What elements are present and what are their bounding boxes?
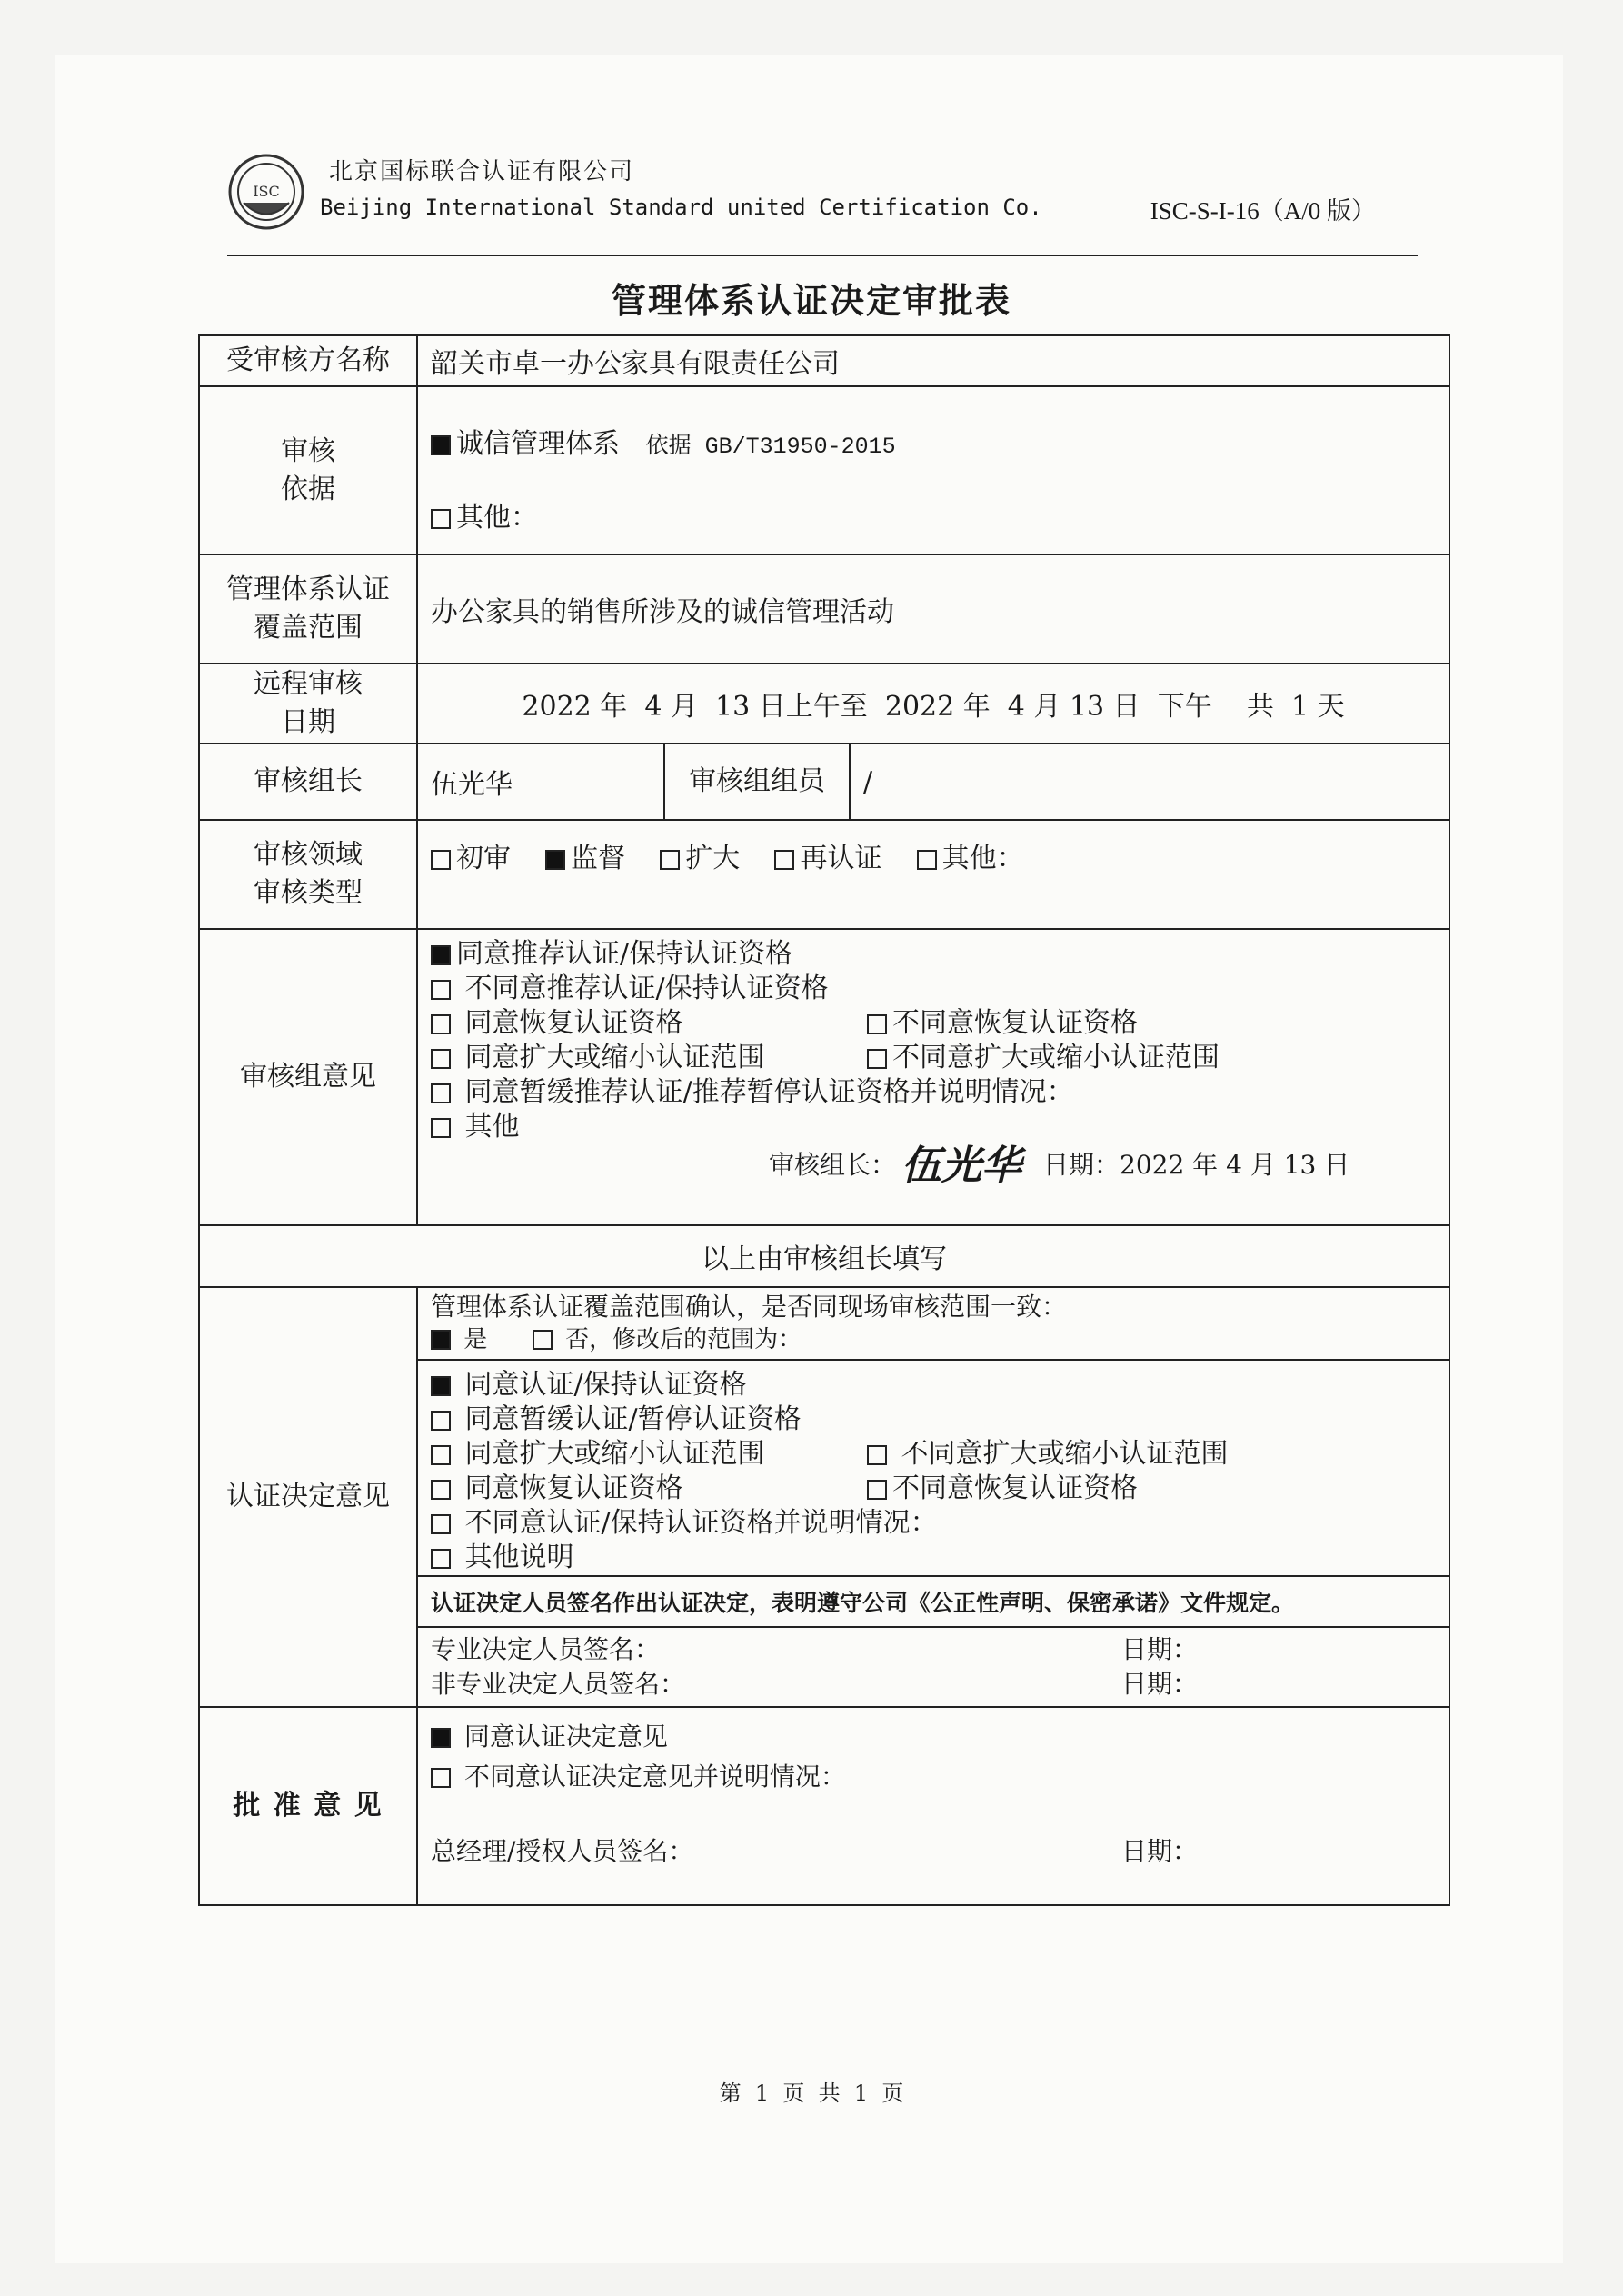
checkbox-checked-icon[interactable] xyxy=(431,435,451,455)
team-opt-not-recommend: 不同意推荐认证/保持认证资格 xyxy=(431,972,1449,1006)
date-label-line2: 日期 xyxy=(281,706,335,738)
decision-opt-restore: 同意恢复认证资格 不同意恢复认证资格 xyxy=(431,1472,1449,1506)
audit-type-options xyxy=(417,820,1449,929)
basis-label-line1: 审核 xyxy=(281,434,335,467)
scope-label xyxy=(199,554,417,664)
team-opt-scope-change: 同意扩大或缩小认证范围 不同意扩大或缩小认证范围 xyxy=(431,1041,1449,1075)
team-opinion-options xyxy=(417,929,1449,1225)
checkbox-empty-icon[interactable] xyxy=(431,1445,451,1465)
approval-opt-disagree: 不同意认证决定意见并说明情况： xyxy=(431,1757,1449,1797)
checkbox-empty-icon[interactable] xyxy=(431,1549,451,1569)
team-opt-recommend: 同意推荐认证/保持认证资格 xyxy=(431,937,1449,972)
approval-sign-line: 总经理/授权人员签名： 日期： xyxy=(431,1836,1199,1866)
pro-sign-line: 专业决定人员签名： 日期： xyxy=(431,1634,1199,1664)
page-footer: 第 1 页 共 1 页 xyxy=(719,2081,904,2106)
checkbox-empty-icon[interactable] xyxy=(867,1445,887,1465)
decision-opt-scope-change: 同意扩大或缩小认证范围 不同意扩大或缩小认证范围 xyxy=(431,1437,1449,1472)
decision-statement: 认证决定人员签名作出认证决定，表明遵守公司《公正性声明、保密承诺》文件规定。 xyxy=(417,1576,1449,1627)
scope-value: 办公家具的销售所涉及的诚信管理活动 xyxy=(417,554,1449,664)
checkbox-empty-icon[interactable] xyxy=(867,1014,887,1034)
checkbox-empty-icon[interactable] xyxy=(431,1049,451,1069)
form-title: 管理体系认证决定审批表 xyxy=(611,280,1011,321)
team-opinion-label: 审核组意见 xyxy=(199,929,417,1225)
date-label-line1: 远程审核 xyxy=(254,668,363,700)
audit-type-label xyxy=(199,820,417,929)
checkbox-checked-icon[interactable] xyxy=(431,1376,451,1396)
basis-label-line2: 依据 xyxy=(281,473,335,505)
checkbox-empty-icon[interactable] xyxy=(774,850,794,870)
header-rule xyxy=(227,255,1418,256)
scope-label-line1: 管理体系认证 xyxy=(226,574,390,605)
team-leader-value: 伍光华 xyxy=(417,744,664,820)
type-surveillance: 监督 xyxy=(545,843,625,874)
checkbox-empty-icon[interactable] xyxy=(431,1480,451,1500)
approval-label: 批 准 意 见 xyxy=(199,1707,417,1905)
decision-opt-suspend: 同意暂缓认证/暂停认证资格 xyxy=(431,1403,1449,1437)
company-logo-icon xyxy=(227,153,305,231)
checkbox-empty-icon[interactable] xyxy=(867,1480,887,1500)
auditee-value: 韶关市卓一办公家具有限责任公司 xyxy=(417,335,1449,386)
checkbox-empty-icon[interactable] xyxy=(867,1049,887,1069)
checkbox-empty-icon[interactable] xyxy=(431,1411,451,1431)
type-recertification: 再认证 xyxy=(774,843,881,874)
decision-options xyxy=(417,1360,1449,1576)
checkbox-empty-icon[interactable] xyxy=(431,1768,451,1788)
team-opt-other: 其他 xyxy=(431,1110,1449,1144)
scope-confirm-options: 是 否，修改后的范围为： xyxy=(431,1323,1449,1356)
approval-opt-agree: 同意认证决定意见 xyxy=(431,1717,1449,1757)
checkbox-empty-icon[interactable] xyxy=(431,1083,451,1103)
document-code: ISC-S-I-16（A/0 版） xyxy=(1150,197,1376,225)
team-members-label: 审核组组员 xyxy=(664,744,850,820)
auditee-label: 受审核方名称 xyxy=(199,335,417,386)
checkbox-checked-icon[interactable] xyxy=(431,1728,451,1748)
approval-options xyxy=(417,1707,1449,1905)
checkbox-empty-icon[interactable] xyxy=(431,509,451,529)
checkbox-empty-icon[interactable] xyxy=(431,1014,451,1034)
type-initial: 初审 xyxy=(431,843,511,874)
team-opt-restore: 同意恢复认证资格 不同意恢复认证资格 xyxy=(431,1006,1449,1041)
section-note: 以上由审核组长填写 xyxy=(199,1225,1449,1287)
type-extension: 扩大 xyxy=(660,843,740,874)
scope-label-line2: 覆盖范围 xyxy=(254,612,363,644)
checkbox-empty-icon[interactable] xyxy=(533,1330,553,1350)
checkbox-checked-icon[interactable] xyxy=(545,850,565,870)
decision-signatures xyxy=(417,1627,1449,1707)
checkbox-empty-icon[interactable] xyxy=(431,850,451,870)
basis-option-integrity: 诚信管理体系 依据 GB/T31950-2015 xyxy=(431,409,1449,483)
basis-option-other: 其他： xyxy=(431,483,1449,554)
audit-date-label xyxy=(199,664,417,744)
type-label-line1: 审核领域 xyxy=(254,839,363,871)
basis-standard: 依据 GB/T31950-2015 xyxy=(645,434,896,460)
team-leader-sign-line: 审核组长： 伍光华 日期：2022 年 4 月 13 日 xyxy=(769,1143,1350,1189)
type-other: 其他： xyxy=(917,843,1024,874)
type-label-line2: 审核类型 xyxy=(254,877,363,909)
nonpro-sign-line: 非专业决定人员签名： 日期： xyxy=(431,1669,1199,1699)
leader-signature: 伍光华 xyxy=(901,1143,1022,1189)
checkbox-empty-icon[interactable] xyxy=(431,1118,451,1138)
audit-date-value: 2022 年 4 月 13 日上午至 2022 年 4 月 13 日 下午 共 1 天 xyxy=(417,664,1449,744)
team-opt-suspend: 同意暂缓推荐认证/推荐暂停认证资格并说明情况： xyxy=(431,1075,1449,1110)
basis-options xyxy=(417,386,1449,554)
checkbox-empty-icon[interactable] xyxy=(431,1514,451,1534)
decision-label: 认证决定意见 xyxy=(199,1287,417,1707)
checkbox-checked-icon[interactable] xyxy=(431,1330,451,1350)
team-leader-label: 审核组长 xyxy=(199,744,417,820)
company-name-cn: 北京国标联合认证有限公司 xyxy=(329,158,635,185)
checkbox-checked-icon[interactable] xyxy=(431,945,451,965)
team-members-value: / xyxy=(850,744,1449,820)
checkbox-empty-icon[interactable] xyxy=(660,850,680,870)
decision-opt-other: 其他说明 xyxy=(431,1541,1449,1575)
approval-form-table xyxy=(198,334,1450,1906)
checkbox-empty-icon[interactable] xyxy=(917,850,937,870)
svg-text:ISC: ISC xyxy=(253,183,280,200)
company-name-en: Beijing International Standard united Certification Co. xyxy=(320,195,1042,220)
decision-scope-confirm: 管理体系认证覆盖范围确认，是否同现场审核范围一致： 是 否，修改后的范围为： xyxy=(417,1287,1449,1360)
team-opinion-date: 日期：2022 年 4 月 13 日 xyxy=(1043,1150,1350,1180)
checkbox-empty-icon[interactable] xyxy=(431,980,451,1000)
decision-opt-approve: 同意认证/保持认证资格 xyxy=(431,1368,1449,1403)
basis-label xyxy=(199,386,417,554)
decision-opt-reject: 不同意认证/保持认证资格并说明情况： xyxy=(431,1506,1449,1541)
